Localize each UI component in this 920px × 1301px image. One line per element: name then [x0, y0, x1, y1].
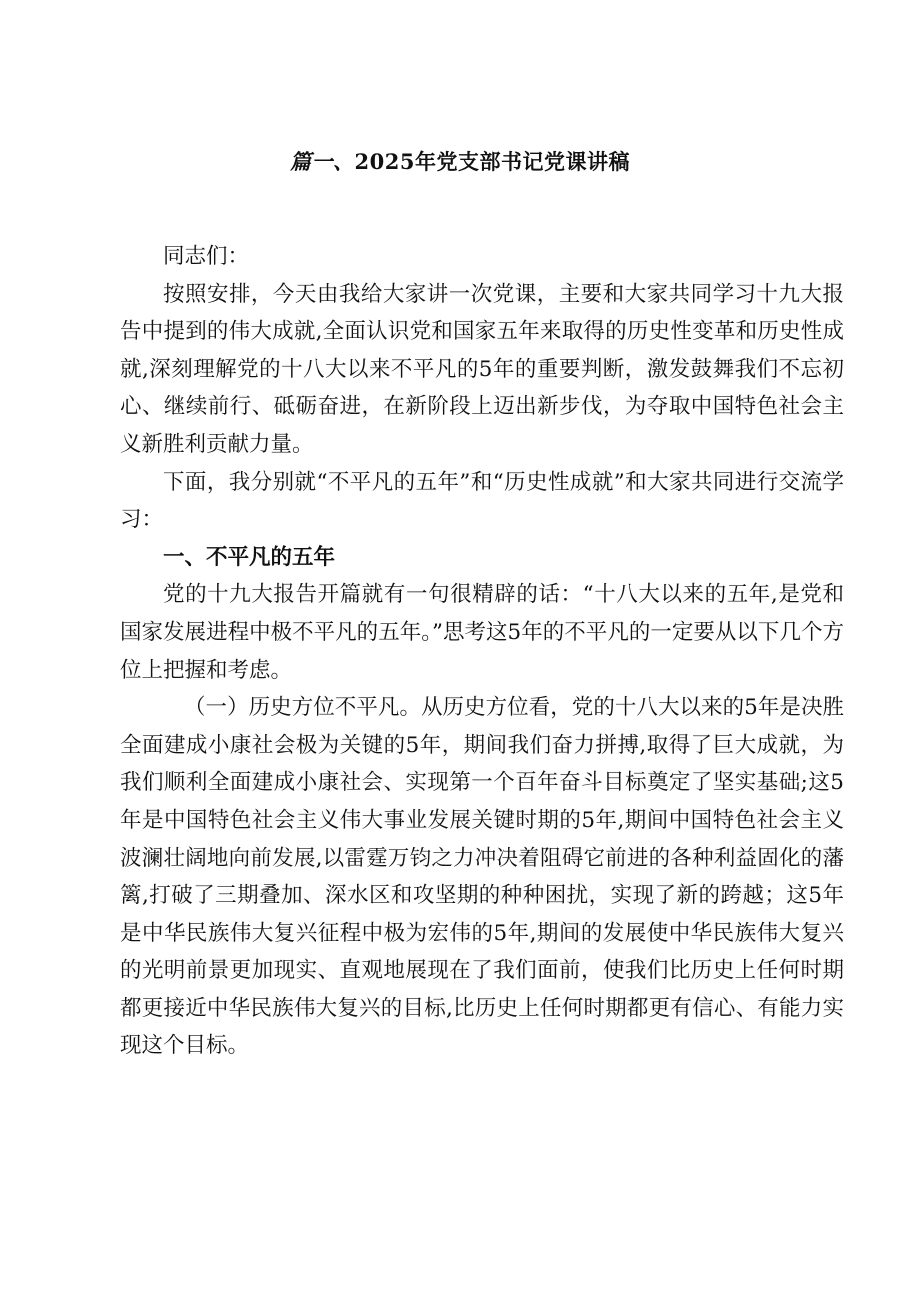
paragraph-subsection-1: （一）历史方位不平凡。从历史方位看，党的十八大以来的5年是决胜全面建成小康社会极为关键的5年，期间我们奋力拼搏,取得了巨大成就，为我们顺利全面建成小康社会、实现第一个百年奋斗目标奠定了坚实基础;这5年是中国特色社会主义伟大事业发展关键时期的5年,期间中国特色社会主义波澜壮阔地向前发展,以雷霆万钧之力冲决着阻碍它前进的各种利益固化的藩篱,打破了三期叠加、深水区和攻坚期的种种困扰，实现了新的跨越；这5年是中华民族伟大复兴征程中极为宏伟的5年,期间的发展使中华民族伟大复兴的光明前景更加现实、直观地展现在了我们面前，使我们比历史上任何时期都更接近中华民族伟大复兴的目标,比历史上任何时期都更有信心、有能力实现这个目标。 — [120, 695, 844, 1059]
salutation: 同志们： — [163, 244, 250, 269]
paragraph-outline: 下面，我分别就“不平凡的五年”和“历史性成就”和大家共同进行交流学习： — [120, 469, 844, 533]
document-title — [0, 146, 920, 176]
title-prefix: 篇一、 — [290, 149, 355, 174]
title-text: 2025年党支部书记党课讲稿 — [354, 149, 630, 174]
section-heading-1: 一、不平凡的五年 — [163, 544, 336, 570]
paragraph-intro: 按照安排，今天由我给大家讲一次党课，主要和大家共同学习十九大报告中提到的伟大成就,全面认识党和国家五年来取得的历史性变革和历史性成就,深刻理解党的十八大以来不平凡的5年的重要判断，激发鼓舞我们不忘初心、继续前行、砥砺奋进，在新阶段上迈出新步伐，为夺取中国特色社会主义新胜利贡献力量。 — [120, 281, 844, 457]
document-body — [120, 238, 844, 1065]
paragraph-section-1: 党的十九大报告开篇就有一句很精辟的话：“十八大以来的五年,是党和国家发展进程中极不平凡的五年。”思考这5年的不平凡的一定要从以下几个方位上把握和考虑。 — [120, 582, 844, 683]
